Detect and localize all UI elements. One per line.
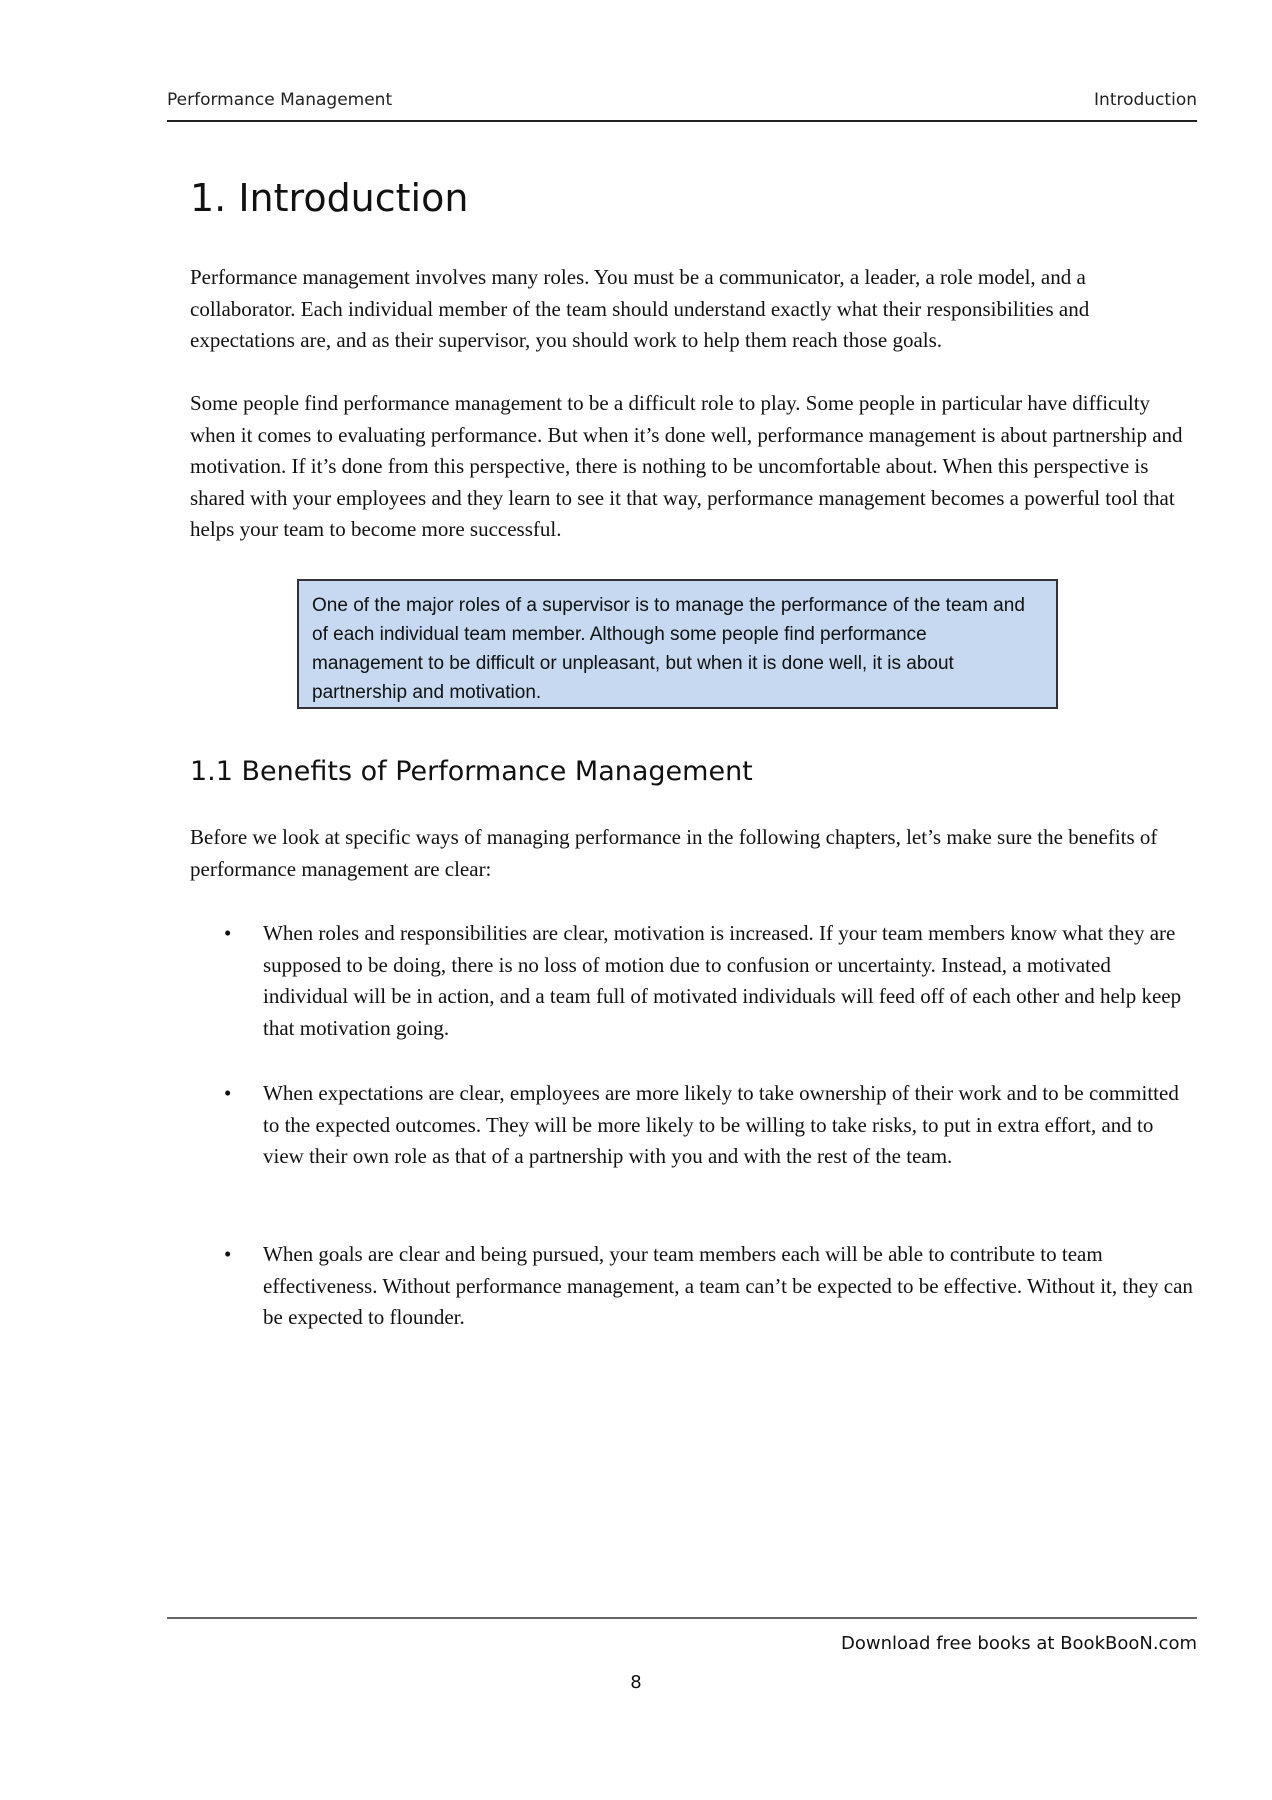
running-header-section: Introduction: [1094, 90, 1197, 110]
footer-rule: [167, 1617, 1197, 1619]
bullet-icon: •: [224, 1081, 232, 1105]
callout-box: [297, 579, 1058, 709]
section-title: 1.1 Benefits of Performance Management: [190, 756, 753, 787]
footer-download-link[interactable]: Download free books at BookBooN.com: [841, 1633, 1197, 1654]
intro-paragraph-2: Some people find performance management to be a difficult role to play. Some people in particular have difficulty when it comes to evaluating performance. But when it’s done well, performance management is about partnership and motivation. If it’s done from this perspective, there is nothing to be uncomfortable about. When this perspective is shared with your employees and they learn to see it that way, performance management becomes a powerful tool that helps your team to become more successful.: [190, 391, 1183, 542]
intro-paragraph-1: Performance management involves many roles. You must be a communicator, a leader, a role model, and a collaborator. Each individual member of the team should understand exactly what their responsibilities and expectations are, and as their supervisor, you should work to help them reach those goals.: [190, 265, 1090, 353]
page-number: 8: [630, 1672, 642, 1693]
chapter-title: 1. Introduction: [190, 176, 469, 220]
callout-text: One of the major roles of a supervisor is to manage the performance of the team and of each individual team member. Although some people find performance management to be difficult or unpleasant, but when it is done well, it is about partnership and motivation.: [312, 595, 1025, 703]
list-item-text: When expectations are clear, employees are more likely to take ownership of their work and to be committed to the expected outcomes. They will be more likely to be willing to take risks, to put in extra effort, and to view their own role as that of a partnership with you and with the rest of the team.: [263, 1081, 1179, 1169]
list-item: [224, 1239, 1194, 1334]
list-item-text: When goals are clear and being pursued, your team members each will be able to contribute to team effectiveness. Without performance management, a team can’t be expected to be effective. Without it, they can be expected to flounder.: [263, 1242, 1193, 1330]
bullet-icon: •: [224, 1242, 232, 1266]
list-item: [224, 918, 1194, 1044]
running-header-title: Performance Management: [167, 90, 393, 110]
header-rule: [167, 120, 1197, 122]
bullet-icon: •: [224, 921, 232, 945]
list-item-text: When roles and responsibilities are clear, motivation is increased. If your team members know what they are supposed to be doing, there is no loss of motion due to confusion or uncertainty. Instead, a motivated individual will be in action, and a team full of motivated individuals will feed off of each other and help keep that motivation going.: [263, 921, 1182, 1040]
list-item: [224, 1078, 1194, 1173]
section-intro-paragraph: Before we look at specific ways of managing performance in the following chapters, let’s make sure the benefits of performance management are clear:: [190, 825, 1158, 881]
